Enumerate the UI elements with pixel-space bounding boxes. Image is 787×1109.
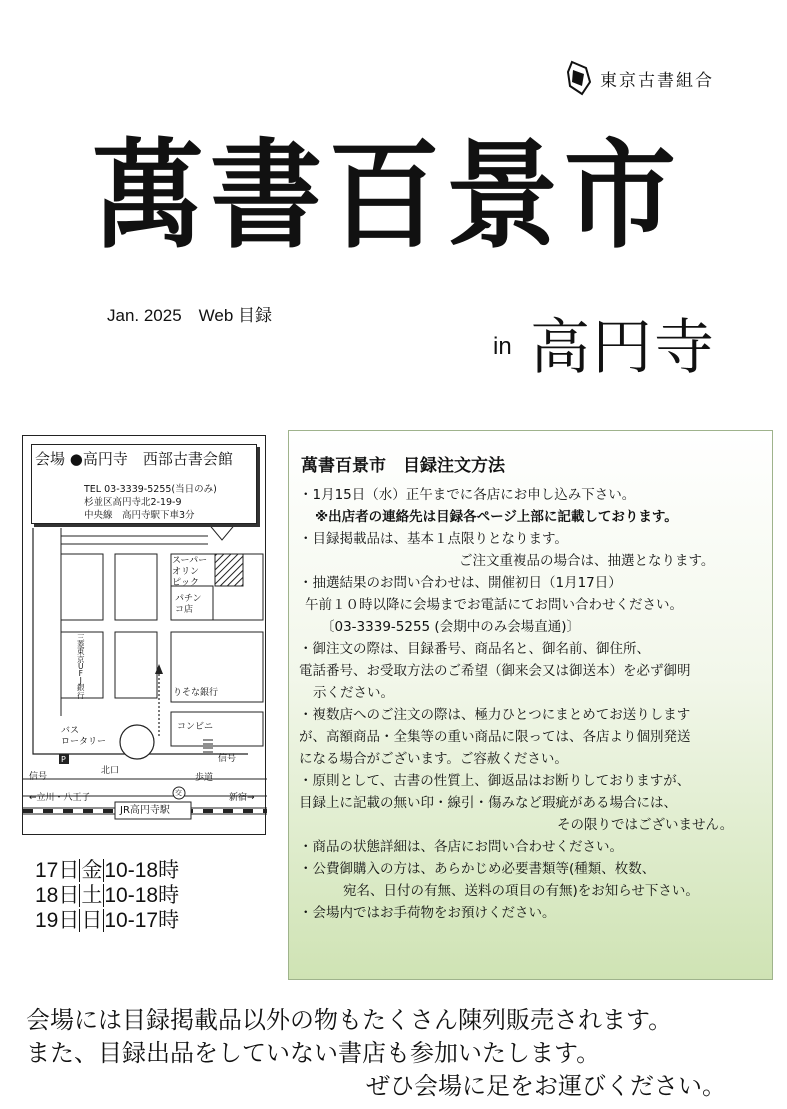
bus-label: バス ロータリー <box>61 726 107 747</box>
resona-bank-label: りそな銀行 <box>173 688 219 698</box>
order-line: ・1月15日（水）正午までに各店にお申し込み下さい。 <box>299 487 636 503</box>
order-line: 〔03-3339-5255 (会期中のみ会場直通)〕 <box>321 619 580 635</box>
venue-marker <box>215 554 243 586</box>
order-instructions <box>288 430 773 980</box>
order-line: ・会場内ではお手荷物をお預けください。 <box>299 905 556 921</box>
police-box-label: 交 <box>175 789 182 797</box>
venue-tel: TEL 03-3339-5255(当日のみ) <box>84 484 217 495</box>
order-line: 午前１０時以降に会場までお電話にてお問い合わせください。 <box>305 597 683 613</box>
order-line: になる場合がございます。ご容赦ください。 <box>299 751 568 767</box>
venue-map <box>22 435 266 835</box>
order-title: 萬書百景市 目録注文方法 <box>301 456 505 476</box>
closing-message <box>26 1004 726 1103</box>
venue-access: 中央線 高円寺駅下車3分 <box>84 510 195 521</box>
convenience-store-label: コンビニ <box>177 722 214 732</box>
sidewalk-label: 歩道 <box>195 773 214 783</box>
signal-right-label: 信号 <box>218 754 237 764</box>
event-title: 萬書百景市 <box>92 127 682 265</box>
closing-line: 会場には目録掲載品以外の物もたくさん陳列販売されます。 <box>26 1007 673 1034</box>
order-line: ・抽選結果のお問い合わせは、開催初日（1月17日） <box>299 575 622 591</box>
venue-address: 杉並区高円寺北2-19-9 <box>84 497 182 508</box>
order-line: ・公費御購入の方は、あらかじめ必要書類等(種類、枚数、 <box>299 861 656 877</box>
hours-row: 19日日10-17時 <box>35 909 180 932</box>
to-east-label: 新宿→ <box>229 793 255 803</box>
hours-row: 17日金10-18時 <box>35 859 180 882</box>
to-west-label: ←立川・八王子 <box>29 793 91 803</box>
location-name: 高円寺 <box>530 314 716 381</box>
order-line: ※出店者の連絡先は目録各ページ上部に記載しております。 <box>315 509 678 525</box>
order-line: ご注文重複品の場合は、抽選となります。 <box>459 553 715 569</box>
supermarket-label: スーパー オリン ピック <box>172 556 208 588</box>
edition-label: Jan. 2025 Web 目録 <box>107 306 273 325</box>
hours-row: 18日土10-18時 <box>35 884 180 907</box>
pachinko-label: パチン コ店 <box>175 594 202 615</box>
order-line: 示ください。 <box>313 685 394 701</box>
order-line: 宛名、日付の有無、送料の項目の有無)をお知らせ下さい。 <box>343 883 699 899</box>
order-lines <box>299 484 769 924</box>
organizer-name: 東京古書組合 <box>600 70 714 91</box>
organizer <box>566 58 714 98</box>
signal-left-label: 信号 <box>29 772 48 782</box>
order-line: ・原則として、古書の性質上、御返品はお断りしておりますが、 <box>299 773 691 789</box>
mufg-bank-label: 三 菱 東 京 U F J 銀 行 <box>77 633 85 700</box>
north-exit-label: 北口 <box>101 766 120 776</box>
station-label: JR高円寺駅 <box>120 805 170 816</box>
order-line: ・商品の状態詳細は、各店にお問い合わせください。 <box>299 839 623 855</box>
parking-label: P <box>61 755 66 764</box>
order-line: ・御注文の際は、目録番号、商品名と、御名前、御住所、 <box>299 641 650 657</box>
order-line: 目録上に記載の無い印・線引・傷みなど瑕疵がある場合には、 <box>299 795 677 811</box>
order-line: が、高額商品・全集等の重い商品に限っては、各店より個別発送 <box>299 729 691 745</box>
order-line: ・目録掲載品は、基本１点限りとなります。 <box>299 531 568 547</box>
opening-hours <box>35 858 179 933</box>
book-logo-icon <box>566 60 592 96</box>
venue-name: 会場 ●高円寺 西部古書会館 <box>35 450 233 468</box>
order-line: 電話番号、お受取方法のご希望（御来会又は御送本）を必ず御明 <box>299 663 691 679</box>
venue-callout <box>31 444 257 524</box>
closing-line: ぜひ会場に足をお運びください。 <box>366 1073 726 1100</box>
order-line: その限りではございません。 <box>557 817 734 833</box>
location-prefix: in <box>493 333 512 360</box>
order-line: ・複数店へのご注文の際は、極力ひとつにまとめてお送りします <box>299 707 691 723</box>
closing-line: また、目録出品をしていない書店も参加いたします。 <box>26 1040 601 1067</box>
